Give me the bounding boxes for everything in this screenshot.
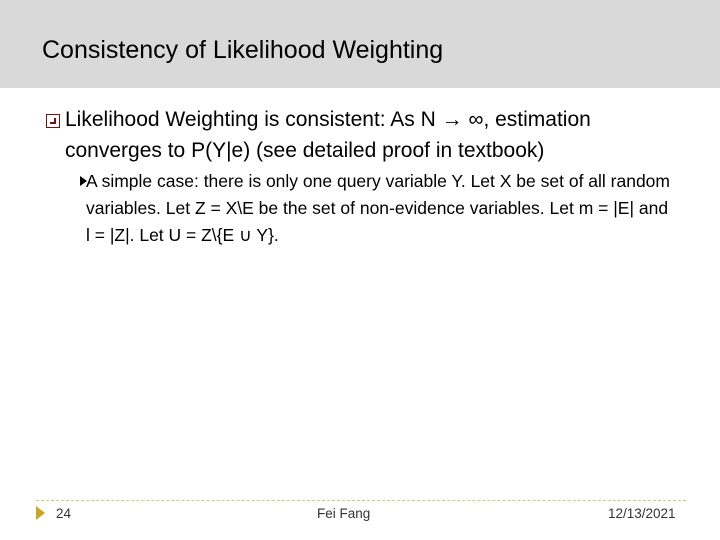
triangle-bullet-icon [80, 176, 87, 186]
checkbox-bullet-icon [46, 114, 60, 128]
footer-divider [36, 500, 686, 501]
triangle-arrow-icon [36, 506, 45, 520]
bullet-level-1 [46, 104, 686, 166]
footer-page-number: 24 [56, 506, 72, 521]
footer-date: 12/13/2021 [608, 506, 676, 521]
footer-author: Fei Fang [317, 506, 371, 521]
bullet-level-1-text: Likelihood Weighting is consistent: As N → ∞, estimation converges to P(Y|e) (see detailed proof in textbook) [65, 108, 591, 162]
bullet-level-2-text: A simple case: there is only one query variable Y. Let X be set of all random variables. Let Z = X\E be the set of non-evidence variables. Let m = |E| and l = |Z|. Let U = Z\{E ∪ Y}. [86, 171, 670, 245]
bullet-level-2 [86, 168, 676, 249]
slide-title: Consistency of Likelihood Weighting [42, 36, 444, 64]
